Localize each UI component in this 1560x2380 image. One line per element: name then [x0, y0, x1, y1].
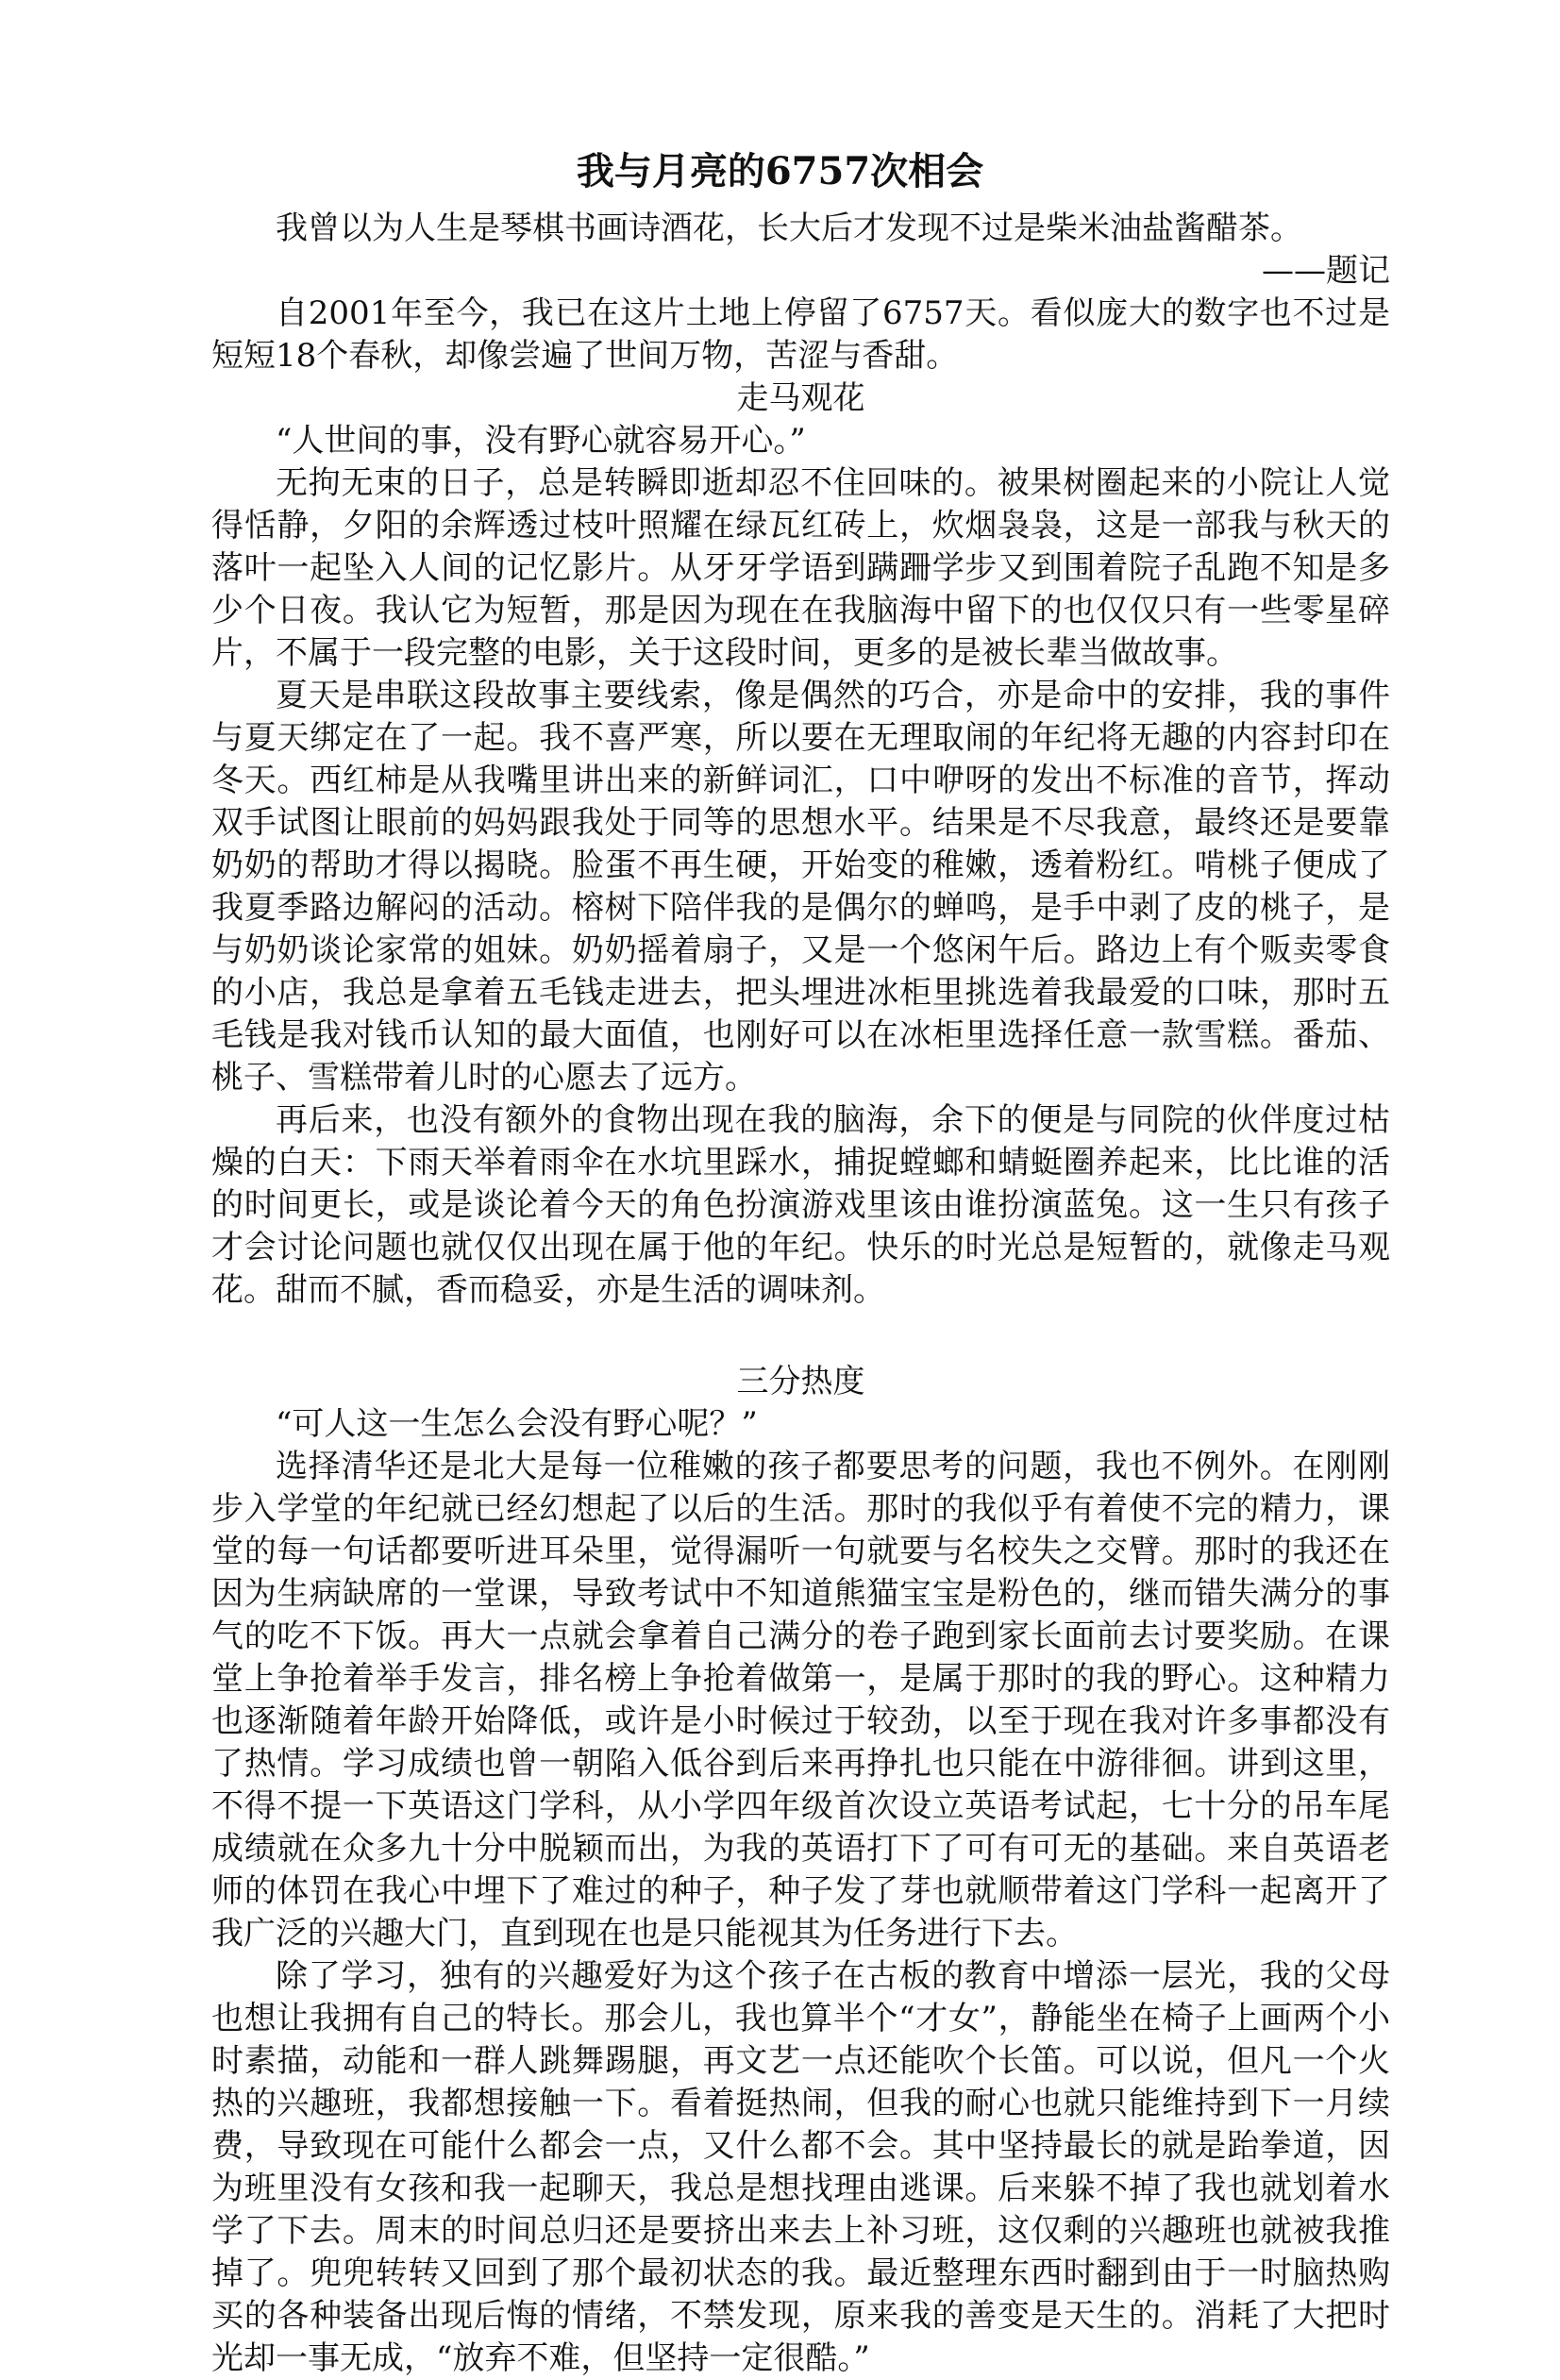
epigraph: 我曾以为人生是琴棋书画诗酒花，长大后才发现不过是柴米油盐酱醋茶。	[276, 210, 1302, 247]
section-heading: 走马观花	[736, 379, 865, 417]
section-quote: “人世间的事，没有野心就容易开心。”	[276, 422, 806, 460]
section-quote: “可人这一生怎么会没有野心呢？”	[276, 1405, 758, 1443]
section-spacer	[211, 1312, 1390, 1361]
body-paragraph: 无拘无束的日子，总是转瞬即逝却忍不住回味的。被果树圈起来的小院让人觉得恬静，夕阳的余辉透过枝叶照耀在绿瓦红砖上，炊烟袅袅，这是一部我与秋天的落叶一起坠入人间的记忆影片。从牙牙学语到蹒跚学步又到围着院子乱跑不知是多少个日夜。我认它为短暂，那是因为现在在我脑海中留下的也仅仅只有一些零星碎片，不属于一段完整的电影，关于这段时间，更多的是被长辈当做故事。	[211, 464, 1390, 672]
body-paragraph: 选择清华还是北大是每一位稚嫩的孩子都要思考的问题，我也不例外。在刚刚步入学堂的年纪就已经幻想起了以后的生活。那时的我似乎有着使不完的精力，课堂的每一句话都要听进耳朵里，觉得漏听一句就要与名校失之交臂。那时的我还在因为生病缺席的一堂课，导致考试中不知道熊猫宝宝是粉色的，继而错失满分的事气的吃不下饭。再大一点就会拿着自己满分的卷子跑到家长面前去讨要奖励。在课堂上争抢着举手发言，排名榜上争抢着做第一，是属于那时的我的野心。这种精力也逐渐随着年龄开始降低，或许是小时候过于较劲，以至于现在我对许多事都没有了热情。学习成绩也曾一朝陷入低谷到后来再挣扎也只能在中游徘徊。讲到这里，不得不提一下英语这门学科，从小学四年级首次设立英语考试起，七十分的吊车尾成绩就在众多九十分中脱颖而出，为我的英语打下了可有可无的基础。来自英语老师的体罚在我心中埋下了难过的种子，种子发了芽也就顺带着这门学科一起离开了我广泛的兴趣大门，直到现在也是只能视其为任务进行下去。	[211, 1448, 1390, 1953]
epigraph-signature: ——题记	[1262, 252, 1390, 290]
body-paragraph: 除了学习，独有的兴趣爱好为这个孩子在古板的教育中增添一层光，我的父母也想让我拥有自己的特长。那会儿，我也算半个“才女”，静能坐在椅子上画两个小时素描，动能和一群人跳舞踢腿，再文艺一点还能吹个长笛。可以说，但凡一个火热的兴趣班，我都想接触一下。看着挺热闹，但我的耐心也就只能维持到下一月续费，导致现在可能什么都会一点，又什么都不会。其中坚持最长的就是跆拳道，因为班里没有女孩和我一起聊天，我总是想找理由逃课。后来躲不掉了我也就划着水学了下去。周末的时间总归还是要挤出来去上补习班，这仅剩的兴趣班也就被我推掉了。兜兜转转又回到了那个最初状态的我。最近整理东西时翻到由于一时脑热购买的各种装备出现后悔的情绪，不禁发现，原来我的善变是天生的。消耗了大把时光却一事无成，“放弃不难，但坚持一定很酷。”	[211, 1957, 1390, 2377]
section-heading: 三分热度	[736, 1363, 865, 1400]
body-paragraph: 夏天是串联这段故事主要线索，像是偶然的巧合，亦是命中的安排，我的事件与夏天绑定在了一起。我不喜严寒，所以要在无理取闹的年纪将无趣的内容封印在冬天。西红柿是从我嘴里讲出来的新鲜词汇，口中咿呀的发出不标准的音节，挥动双手试图让眼前的妈妈跟我处于同等的思想水平。结果是不尽我意，最终还是要靠奶奶的帮助才得以揭晓。脸蛋不再生硬，开始变的稚嫩，透着粉红。啃桃子便成了我夏季路边解闷的活动。榕树下陪伴我的是偶尔的蝉鸣，是手中剥了皮的桃子，是与奶奶谈论家常的姐妹。奶奶摇着扇子，又是一个悠闲午后。路边上有个贩卖零食的小店，我总是拿着五毛钱走进去，把头埋进冰柜里挑选着我最爱的口味，那时五毛钱是我对钱币认知的最大面值，也刚好可以在冰柜里选择任意一款雪糕。番茄、桃子、雪糕带着儿时的心愿去了远方。	[211, 677, 1390, 1097]
document-body	[211, 208, 1390, 2380]
document-title: 我与月亮的6757次相会	[576, 149, 984, 193]
intro-paragraph: 自2001年至今，我已在这片土地上停留了6757天。看似庞大的数字也不过是短短18个春秋，却像尝遍了世间万物，苦涩与香甜。	[211, 294, 1390, 375]
body-paragraph: 再后来，也没有额外的食物出现在我的脑海，余下的便是与同院的伙伴度过枯燥的白天：下雨天举着雨伞在水坑里踩水，捕捉螳螂和蜻蜓圈养起来，比比谁的活的时间更长，或是谈论着今天的角色扮演游戏里该由谁扮演蓝兔。这一生只有孩子才会讨论问题也就仅仅出现在属于他的年纪。快乐的时光总是短暂的，就像走马观花。甜而不腻，香而稳妥，亦是生活的调味剂。	[211, 1101, 1390, 1309]
